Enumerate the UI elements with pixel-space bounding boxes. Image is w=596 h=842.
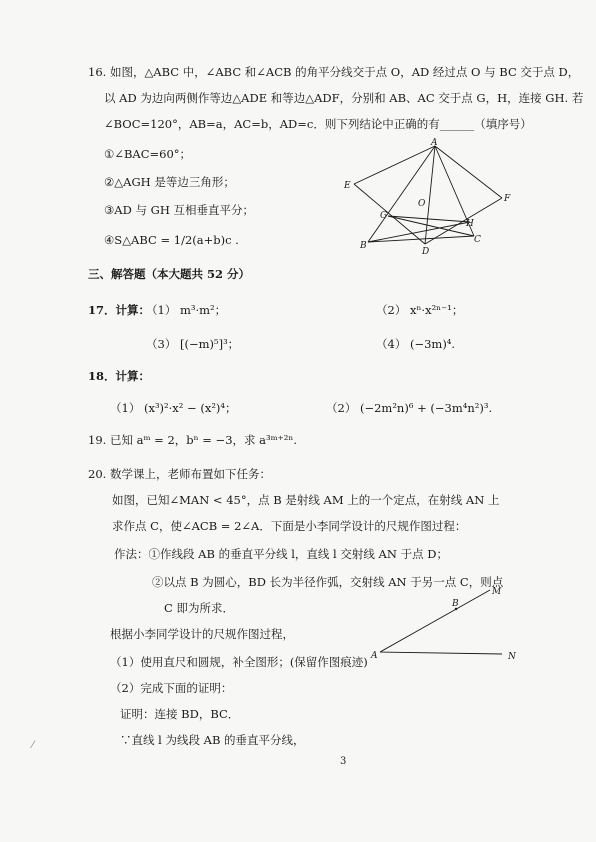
q16-option4: ④S△ABC = 1/2(a+b)c . [104, 233, 239, 247]
page-number: 3 [340, 756, 347, 767]
fig16-label-c: C [474, 235, 481, 245]
q16-line1: 16. 如图，△ABC 中，∠ABC 和∠ACB 的角平分线交于点 O，AD 经过点 O 与 BC 交于点 D， [88, 65, 580, 79]
q20-line3: 作法：①作线段 AB 的垂直平分线 l，直线 l 交射线 AN 于点 D； [114, 547, 448, 561]
q16-line2: 以 AD 为边向两侧作等边△ADE 和等边△ADF，分别和 AB、AC 交于点 G，H，连接 GH. 若 [104, 91, 584, 105]
q18-part1: （1） (x³)²·x² − (x²)⁴； [110, 401, 237, 415]
fig16-label-h: H [466, 219, 474, 229]
q20-line7: （1）使用直尺和圆规，补全图形；(保留作图痕迹) [110, 655, 368, 669]
q20-line2: 求作点 C，使∠ACB = 2∠A．下面是小李同学设计的尺规作图过程： [112, 519, 467, 533]
q20-line10: ∵直线 l 为线段 AB 的垂直平分线， [120, 733, 305, 747]
stray-mark: ⁄ [32, 740, 34, 751]
fig16-label-e: E [344, 181, 351, 191]
q17-part2: （2） xⁿ·x²ⁿ⁻¹； [376, 303, 464, 317]
q20-line4: ②以点 B 为圆心，BD 长为半径作弧，交射线 AN 于另一点 C，则点 [152, 575, 504, 589]
q17-part1: （1） m³·m²； [146, 303, 227, 317]
fig20-label-a: A [371, 651, 378, 661]
q16-triangle-figure [340, 138, 520, 256]
fig16-label-b: B [360, 241, 367, 251]
q20-line5: C 即为所求． [164, 601, 234, 615]
q17-title: 17．计算： [88, 303, 151, 317]
q18-title: 18．计算： [88, 369, 151, 383]
q17-part3: （3） [(−m)⁵]³； [146, 337, 240, 351]
q16-option1: ①∠BAC=60°； [104, 147, 192, 161]
q16-option3: ③AD 与 GH 互相垂直平分； [104, 203, 255, 217]
fig16-label-d: D [422, 247, 430, 256]
q16-line3: ∠BOC=120°，AB=a，AC=b，AD=c．则下列结论中正确的有______（填序号） [104, 117, 532, 131]
q20-line8: （2）完成下面的证明： [110, 681, 233, 695]
fig16-label-f: F [504, 194, 511, 204]
q18-part2: （2） (−2m²n)⁶ + (−3m⁴n²)³. [326, 401, 493, 415]
q20-line6: 根据小李同学设计的尺规作图过程， [110, 627, 294, 641]
fig20-label-n: N [508, 652, 516, 662]
fig16-label-o: O [418, 199, 426, 209]
fig20-label-m: M [492, 587, 502, 597]
q19-text: 19. 已知 aᵐ = 2，bⁿ = −3，求 a³ᵐ⁺²ⁿ. [88, 433, 297, 447]
q16-option2: ②△AGH 是等边三角形； [104, 175, 235, 189]
q17-part4: （4） (−3m)⁴. [376, 337, 456, 351]
q20-angle-figure [368, 582, 528, 668]
fig16-label-g: G [380, 211, 388, 221]
q20-line9: 证明：连接 BD，BC． [120, 707, 240, 721]
fig20-label-b: B [452, 599, 459, 609]
fig16-label-a: A [431, 138, 438, 148]
q20-title: 20. 数学课上，老师布置如下任务： [88, 467, 271, 481]
q20-line1: 如图，已知∠MAN < 45°，点 B 是射线 AM 上的一个定点，在射线 AN 上 [112, 493, 500, 507]
section-heading: 三、解答题（本大题共 52 分） [88, 267, 251, 281]
